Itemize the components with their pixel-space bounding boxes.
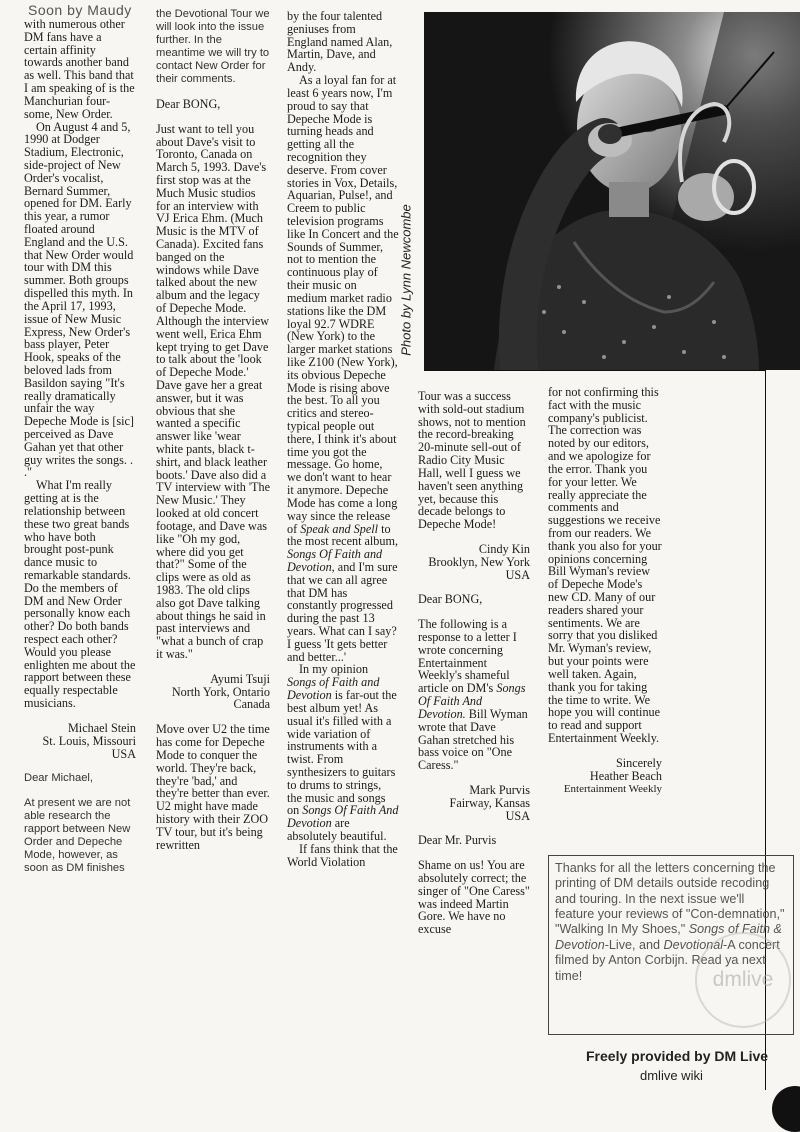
signature-name: Mark Purvis (469, 782, 530, 797)
signature-beach (548, 757, 662, 796)
column-2 (156, 8, 270, 851)
signature-place: North York, Ontario (171, 684, 270, 699)
signature-country: USA (505, 808, 530, 823)
letter-stein-paragraph-3: What I'm really getting at is the relationship between these two great bands who have both brought post-punk dance music to remarkable standards. Do the members of DM and New Order personally know each other? Do both bands respect each other? Would you please enlighten me about the rapport between these equally respectable musicians. (24, 478, 136, 711)
column-5 (548, 386, 662, 796)
signature-name: Heather Beach (589, 768, 662, 783)
footer-provided-by: Freely provided by DM Live (586, 1048, 769, 1064)
letter-u2-paragraph-3: In my opinion Songs of Faith and Devotion is far-out the best album yet! As usual it's filled with a wide variation of instruments with a twist. From synthesizers to guitars to drums to strings, the music and songs on Songs Of Faith And Devotion are absolutely beautiful. (287, 662, 399, 843)
signature-country: USA (111, 746, 136, 761)
signature-name: Ayumi Tsuji (210, 671, 270, 686)
album-title-speak-and-spell: Speak and Spell (300, 521, 379, 536)
signature-kin (418, 543, 530, 581)
reply-salutation-michael: Dear Michael, (24, 772, 94, 785)
salutation-bong-2: Dear BONG, (418, 592, 483, 607)
signature-name: Cindy Kin (478, 541, 530, 556)
letter-u2-paragraph-2: As a loyal fan for at least 6 years now, I'm proud to say that Depeche Mode is turning heads and getting all the recognition they deserve. From cover stories in Vox, Details, Aquarian, Pulse!, and Creem to public television programs like In Concert and the Sounds of Summer, not to mention the continuous play of their music on medium market radio stations like the DM loyal 92.7 WDRE (New York) to the larger market stations like Z100 (New York), its obvious Depeche Mode is rising above the best. To all you critics and stereo-typical people out there, I think it's about time you got the message. Go home, we don't want to hear it anymore. Depeche Mode has come a long way since the release of Speak and Spell to the most recent album, Songs Of Faith and Devotion, and I'm sure that we can all agree that DM has constantly progressed during the past 13 years. What can I say? I guess 'It gets better and better...' (287, 73, 399, 664)
letter-stein-paragraph-2: On August 4 and 5, 1990 at Dodger Stadium, Electronic, side-project of New Order's vocalist, Bernard Summer, opened for DM. Early this year, a rumor floated around England and the U.S. that New Order would tour with DM this summer. Both groups dispelled this myth. In the April 17, 1993, issue of New Music Express, New Order's bass player, Peter Hook, speaks of the beloved lads from Basildon saying "It's really dramatically unfair the way Depeche Mode is [sic] perceived as Dave Gahan yet that other guy writes the songs. . ." (24, 119, 134, 480)
reply-continuation: the Devotional Tour we will look into the issue further. In the meantime we will try to contact New Order for their comments. (156, 8, 270, 85)
reply-purvis-body: Shame on us! You are absolutely correct; the singer of "One Caress" was indeed Martin Gore. We have no excuse (418, 858, 530, 937)
editor-note-box: Thanks for all the letters concerning the printing of DM details outside recoding and touring. In the next issue we'll feature your reviews of "Con-demnation," "Walking In My Shoes," Songs of Faith & Devotion-Live, and Devotional-A concert filmed by Anton Corbijn. Read ya next time! dmlive (548, 855, 794, 1035)
album-title-songs-of-faith: Songs Of Faith and Devotion, (287, 547, 383, 574)
letter-tsuji-body: Just want to tell you about Dave's visit to Toronto, Canada on March 5, 1993. Dave's first stop was at the Much Music studios for an interview with VJ Erica Ehm. (Much Music is the MTV of Canada). Excited fans banged on the windows while Dave talked about the new album and the legacy of Depeche Mode. Although the interview went well, Erica Ehm kept trying to get Dave to talk about the 'look of Depeche Mode.' Dave gave her a great answer, but it was obvious that she wanted a specific answer like 'wear white pants, black t-shirt, and black leather boots.' Dave also did a TV interview with 'The New Music.' They looked at old concert footage, and Dave was like "Oh my god, where did you get that?" Some of the clips were as old as 1983. The old clips also got Dave talking about things he said in past interviews and "what a bunch of crap it was." (156, 121, 271, 662)
column-4 (418, 390, 530, 936)
signature-place: St. Louis, Missouri (42, 733, 136, 748)
footer-wiki-link[interactable]: dmlive wiki (640, 1068, 703, 1083)
letter-u2-ending: Tour was a success with sold-out stadium shows, not to mention the record-breaking 20-minute sell-out of Radio City Music Hall, well I guess we haven't seen anything yet, because this decade belongs to Depeche Mode! (418, 389, 526, 532)
signature-country: USA (505, 567, 530, 582)
column-1 (24, 18, 136, 875)
signature-place: Brooklyn, New York (428, 554, 530, 569)
letter-u2-body: Move over U2 the time has come for Depeche Mode to conquer the world. They're back, they're 'bad,' and they're better than ever. U2 might have made history with their ZOO TV tour, but it's being rewritten (156, 722, 270, 852)
reply-purvis-continuation: for not confirming this fact with the music company's publicist. The correction was noted by our editors, and we apologize for the error. Thank you for your letter. We really appreciate the comments and suggestions we receive from our readers. We thank you also for your opinions concerning Bill Wyman's review of Depeche Mode's new CD. Many of our readers shared your sentiments. We are sorry that you disliked Mr. Wyman's review, but your points were well taken. Again, thank you for taking the time to write. We hope you will continue to read and support Entertainment Weekly. (548, 385, 662, 745)
horizontal-rule (424, 370, 766, 371)
signature-tsuji (156, 673, 270, 711)
letter-stein-paragraph-1: with numerous other DM fans have a certain affinity towards another band as well. This band that I am speaking of is the Manchurian four-some, New Order. (24, 17, 135, 121)
signature-org: Entertainment Weekly (563, 783, 662, 796)
signature-place: Fairway, Kansas (449, 795, 530, 810)
column-3 (287, 10, 399, 868)
salutation-bong-1: Dear BONG, (156, 96, 221, 111)
reply-body-michael: At present we are not able research the rapport between New Order and Depeche Mode, however, as soon as DM finishes (24, 797, 131, 875)
album-title-songs-of-faith: Songs Of Faith And Devotion. (418, 681, 526, 721)
signature-country: Canada (233, 697, 270, 712)
album-title-songs-of-faith-live: Songs of Faith & Devotion (555, 922, 782, 952)
signature-name: Michael Stein (67, 720, 136, 735)
page-corner-mark (772, 1086, 800, 1132)
signature-purvis (418, 784, 530, 822)
album-title-songs-of-faith: Songs of Faith and Devotion (287, 675, 380, 703)
salutation-purvis: Dear Mr. Purvis (418, 833, 497, 848)
signature-closing: Sincerely (615, 755, 662, 770)
photo-credit: Photo by Lynn Newcombe (398, 204, 414, 356)
album-title-songs-of-faith: Songs Of Faith And Devotion (287, 803, 399, 831)
concert-photo (424, 12, 800, 370)
video-title-devotional: Devotional (663, 937, 724, 952)
letter-u2-paragraph-4: If fans think that the World Violation (287, 841, 398, 869)
header-handwritten-mark: Soon by Maudy (28, 2, 132, 18)
signature-stein (24, 722, 136, 760)
concert-photo-image (424, 12, 800, 370)
letter-purvis-body: The following is a response to a letter I wrote concerning Entertainment Weekly's shameful article on DM's Songs Of Faith And Devotion. Bill Wyman wrote that Dave Gahan stretched his bass voice on "One Caress." (418, 617, 528, 773)
letter-u2-continuation: by the four talented geniuses from England named Alan, Martin, Dave, and Andy. (287, 9, 393, 75)
dmlive-watermark-logo: dmlive (695, 932, 791, 1028)
